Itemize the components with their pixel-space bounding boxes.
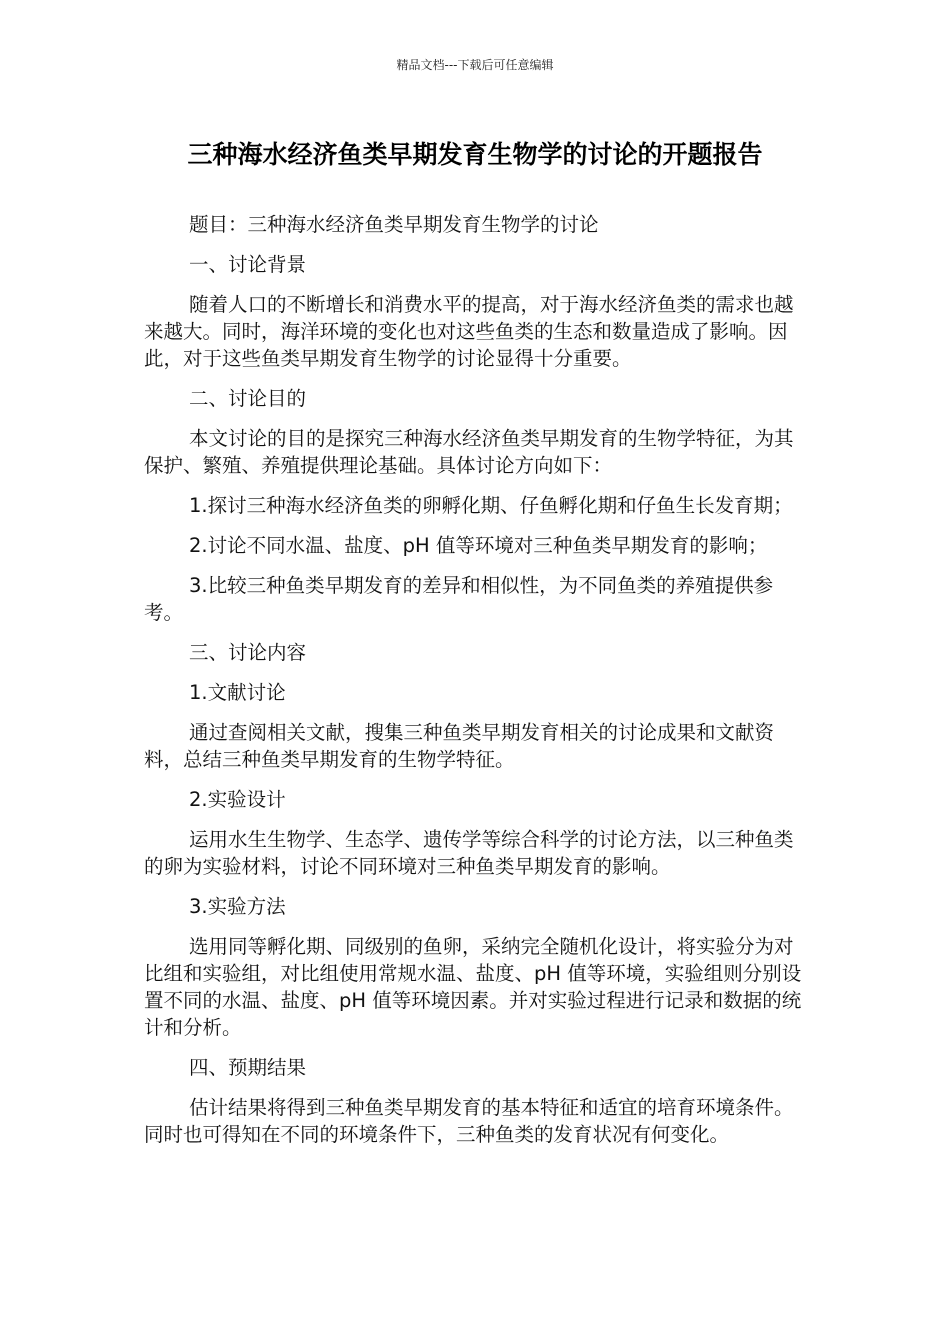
purpose-paragraph: 本文讨论的目的是探究三种海水经济鱼类早期发育的生物学特征，为其保护、繁殖、养殖提供理论基础。具体讨论方向如下： <box>144 427 794 477</box>
background-paragraph: 随着人口的不断增长和消费水平的提高，对于海水经济鱼类的需求也越来越大。同时，海洋环境的变化也对这些鱼类的生态和数量造成了影响。因此，对于这些鱼类早期发育生物学的讨论显得十分重要。 <box>144 293 794 370</box>
subheading-literature: 1.文献讨论 <box>189 681 286 704</box>
header-note: 精品文档---下载后可任意编辑 <box>396 58 554 72</box>
subheading-experiment-method: 3.实验方法 <box>189 895 286 918</box>
section-heading-expected-results: 四、预期结果 <box>189 1056 307 1079</box>
purpose-item-1: 1.探讨三种海水经济鱼类的卵孵化期、仔鱼孵化期和仔鱼生长发育期； <box>189 494 793 517</box>
document-title: 三种海水经济鱼类早期发育生物学的讨论的开题报告 <box>187 140 763 169</box>
section-heading-purpose: 二、讨论目的 <box>189 387 307 410</box>
literature-paragraph: 通过查阅相关文献，搜集三种鱼类早期发育相关的讨论成果和文献资料，总结三种鱼类早期发育的生物学特征。 <box>144 721 775 771</box>
section-heading-background: 一、讨论背景 <box>189 253 307 276</box>
purpose-item-2: 2.讨论不同水温、盐度、pH 值等环境对三种鱼类早期发育的影响； <box>189 534 768 557</box>
expected-results-paragraph: 估计结果将得到三种鱼类早期发育的基本特征和适宜的培育环境条件。同时也可得知在不同的环境条件下，三种鱼类的发育状况有何变化。 <box>144 1096 794 1146</box>
document-body <box>144 211 806 1161</box>
section-heading-content: 三、讨论内容 <box>189 641 307 664</box>
purpose-item-3: 3.比较三种鱼类早期发育的差异和相似性，为不同鱼类的养殖提供参考。 <box>144 574 774 624</box>
experiment-method-paragraph: 选用同等孵化期、同级别的鱼卵，采纳完全随机化设计，将实验分为对比组和实验组，对比组使用常规水温、盐度、pH 值等环境，实验组则分别设置不同的水温、盐度、pH 值等环境因素。并对实验过程进行记录和数据的统计和分析。 <box>144 935 802 1039</box>
subheading-experiment-design: 2.实验设计 <box>189 788 286 811</box>
experiment-design-paragraph: 运用水生生物学、生态学、遗传学等综合科学的讨论方法，以三种鱼类的卵为实验材料，讨论不同环境对三种鱼类早期发育的影响。 <box>144 828 794 878</box>
topic-line: 题目：三种海水经济鱼类早期发育生物学的讨论 <box>189 213 599 236</box>
